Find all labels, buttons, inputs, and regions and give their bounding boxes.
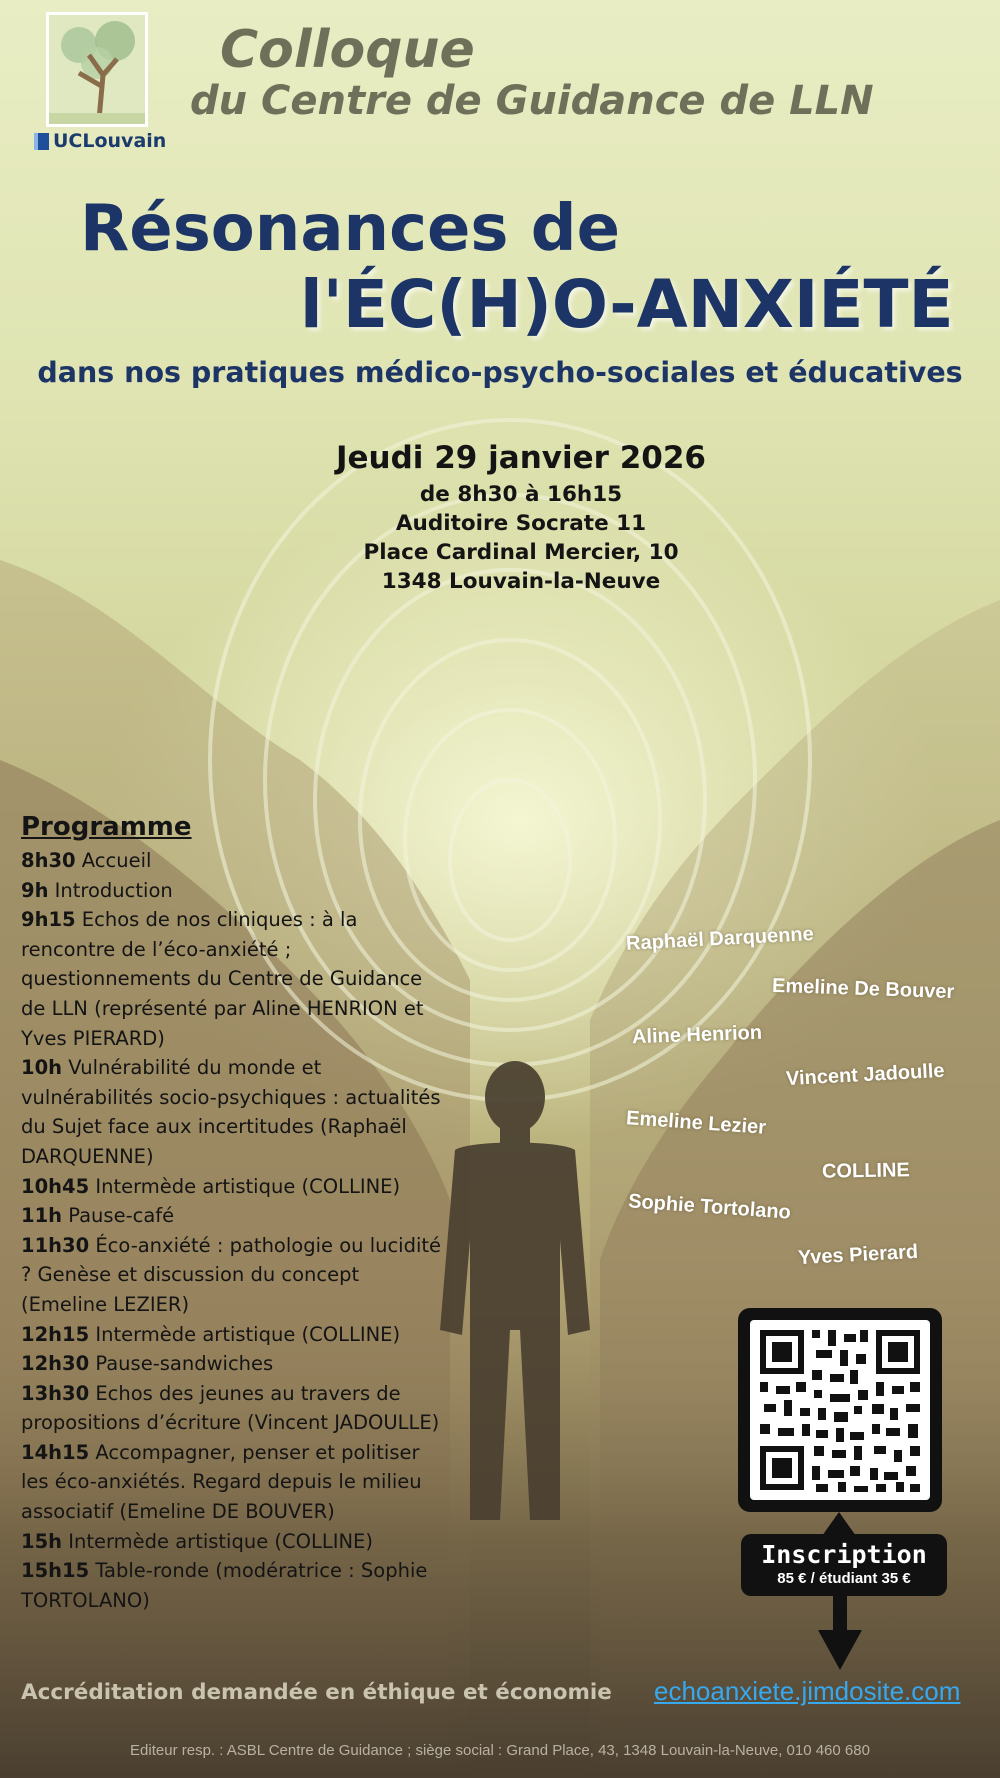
header-subtitle: du Centre de Guidance de LLN bbox=[190, 78, 874, 124]
programme-item: 14h15 Accompagner, penser et politiser les éco-anxiétés. Regard depuis le milieu associatif (Emeline DE BOUVER) bbox=[21, 1440, 422, 1524]
programme-item: 8h30 Accueil bbox=[21, 849, 152, 872]
event-address: Place Cardinal Mercier, 10 bbox=[363, 540, 679, 565]
main-title-line1: Résonances de bbox=[80, 192, 620, 266]
registration-link[interactable]: echoanxiete.jimdosite.com bbox=[654, 1676, 961, 1706]
programme-item: 9h15 Echos de nos cliniques : à la rencontre de l’éco-anxiété ; questionnements du Centre de Guidance de LLN (représenté par Aline HENRION et Yves PIERARD) bbox=[21, 908, 424, 1050]
programme-item: 12h30 Pause-sandwiches bbox=[21, 1352, 274, 1376]
speaker-name: Raphaël Darquenne bbox=[625, 923, 815, 955]
event-city: 1348 Louvain-la-Neuve bbox=[381, 569, 661, 594]
speaker-name: COLLINE bbox=[821, 1159, 910, 1183]
programme-item: 10h45 Intermède artistique (COLLINE) bbox=[21, 1174, 401, 1198]
programme-item: 10h Vulnérabilité du monde et vulnérabilités socio-psychiques : actualités du Sujet face aux incertitudes (Raphaël DARQUENNE) bbox=[21, 1056, 441, 1168]
event-room: Auditoire Socrate 11 bbox=[395, 511, 647, 536]
accreditation-note: Accréditation demandée en éthique et économie bbox=[21, 1680, 612, 1705]
speaker-name: Vincent Jadoulle bbox=[785, 1059, 946, 1091]
speaker-name: Yves Pierard bbox=[797, 1240, 919, 1270]
programme-item: 11h Pause-café bbox=[21, 1204, 175, 1228]
registration-box[interactable] bbox=[741, 1534, 947, 1596]
uclouvain-label: UCLouvain bbox=[53, 130, 167, 152]
speaker-name: Emeline Lezier bbox=[625, 1107, 767, 1139]
arrow-down-icon bbox=[818, 1630, 862, 1670]
speaker-name: Emeline De Bouver bbox=[771, 974, 955, 1004]
main-subtitle: dans nos pratiques médico-psycho-sociales et éducatives bbox=[37, 356, 963, 389]
registration-price: 85 € / étudiant 35 € bbox=[777, 1570, 911, 1587]
uclouvain-square-icon bbox=[34, 133, 49, 150]
programme-item: 15h Intermède artistique (COLLINE) bbox=[21, 1529, 373, 1553]
programme-list bbox=[21, 846, 451, 1615]
speaker-name: Sophie Tortolano bbox=[627, 1190, 792, 1224]
event-date: Jeudi 29 janvier 2026 bbox=[335, 440, 706, 476]
main-title-line2: l'ÉC(H)O-ANXIÉTÉ bbox=[300, 266, 954, 343]
qr-code[interactable] bbox=[738, 1308, 942, 1512]
registration-label: Inscription bbox=[761, 1540, 927, 1569]
footer-publisher: Editeur resp. : ASBL Centre de Guidance ; siège social : Grand Place, 43, 1348 Louvain-la-Neuve, 010 460 680 bbox=[130, 1742, 870, 1759]
qr-code-icon bbox=[750, 1320, 930, 1500]
header-title: Colloque bbox=[220, 20, 475, 80]
programme-item: 15h15 Table-ronde (modératrice : Sophie TORTOLANO) bbox=[21, 1559, 428, 1612]
arrow-up-icon bbox=[822, 1512, 856, 1536]
programme-item: 11h30 Éco-anxiété : pathologie ou lucidité ? Genèse et discussion du concept (Emeline LEZIER) bbox=[21, 1233, 442, 1316]
programme-item: 13h30 Echos des jeunes au travers de propositions d’écriture (Vincent JADOULLE) bbox=[21, 1381, 440, 1435]
arrow-stem bbox=[833, 1596, 847, 1632]
speaker-name: Aline Henrion bbox=[631, 1021, 763, 1049]
programme-item: 9h Introduction bbox=[21, 878, 173, 902]
event-time: de 8h30 à 16h15 bbox=[419, 482, 623, 507]
uclouvain-logo bbox=[34, 130, 166, 152]
programme-item: 12h15 Intermède artistique (COLLINE) bbox=[21, 1322, 401, 1346]
programme-title: Programme bbox=[21, 812, 192, 842]
tree-logo-icon bbox=[46, 12, 148, 127]
